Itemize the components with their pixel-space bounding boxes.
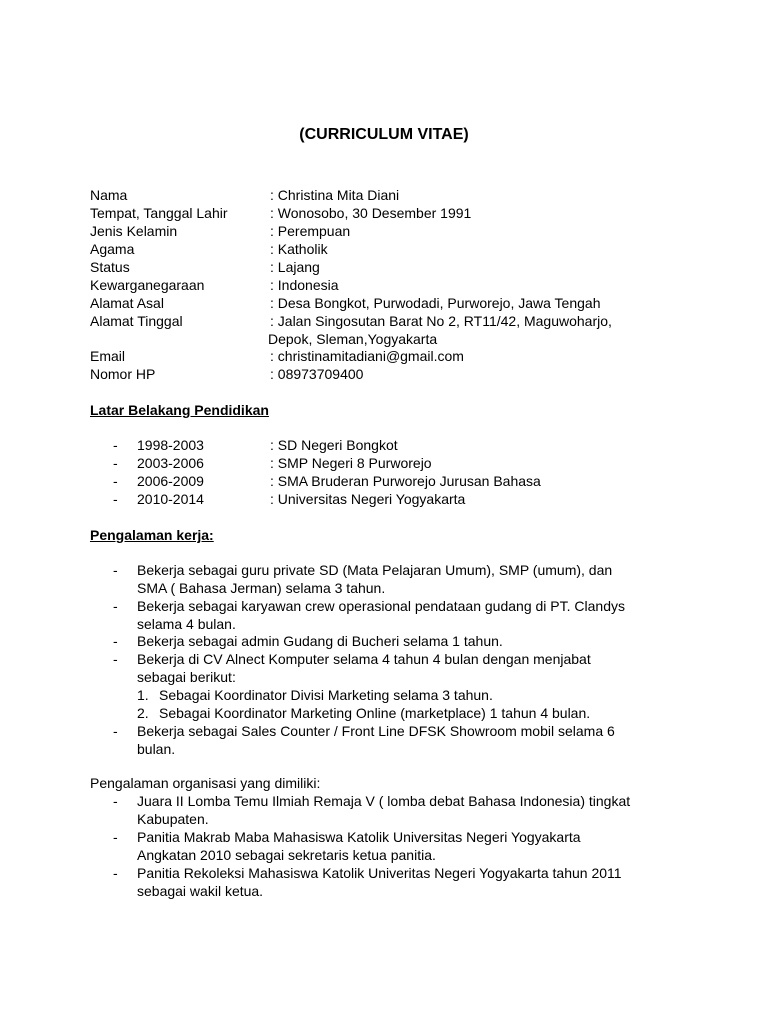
work-heading: Pengalaman kerja: [90,527,214,543]
work-text: Bekerja sebagai guru private SD (Mata Pelajaran Umum), SMP (umum), dan [137,562,613,578]
education-years: 2003-2006 [137,455,204,471]
field-label: Status [90,259,130,275]
field-value: : Katholik [270,241,328,257]
education-years: 2006-2009 [137,473,204,489]
work-text: Bekerja sebagai admin Gudang di Bucheri selama 1 tahun. [137,633,503,649]
field-value: Depok, Sleman,Yogyakarta [268,331,438,347]
field-label: Email [90,348,126,364]
bullet-dash: - [113,473,118,489]
field-value: : Jalan Singosutan Barat No 2, RT11/42, Maguwoharjo, [270,313,612,329]
org-text: Kabupaten. [137,811,209,827]
bullet-dash: - [113,651,118,667]
field-value: : Wonosobo, 30 Desember 1991 [270,205,472,221]
bullet-dash: - [113,829,118,845]
work-text: selama 4 bulan. [137,616,236,632]
subitem-number: 1. [137,687,149,703]
org-text: Panitia Makrab Maba Mahasiswa Katolik Universitas Negeri Yogyakarta [137,829,581,845]
field-value: : Lajang [270,259,320,275]
field-label: Agama [90,241,135,257]
work-text: sebagai berikut: [137,669,236,685]
bullet-dash: - [113,562,118,578]
field-label: Alamat Asal [90,295,164,311]
education-school: : SD Negeri Bongkot [270,437,398,453]
bullet-dash: - [113,437,118,453]
field-label: Tempat, Tanggal Lahir [90,205,228,221]
page-title: (CURRICULUM VITAE) [299,126,469,143]
bullet-dash: - [113,793,118,809]
org-heading: Pengalaman organisasi yang dimiliki: [90,775,321,791]
education-school: : SMP Negeri 8 Purworejo [270,455,432,471]
field-label: Jenis Kelamin [90,223,178,239]
bullet-dash: - [113,598,118,614]
work-text: Bekerja sebagai Sales Counter / Front Line DFSK Showroom mobil selama 6 [137,723,615,739]
education-years: 2010-2014 [137,491,204,507]
field-label: Nama [90,187,128,203]
org-text: Juara II Lomba Temu Ilmiah Remaja V ( lomba debat Bahasa Indonesia) tingkat [137,793,631,809]
education-school: : Universitas Negeri Yogyakarta [270,491,466,507]
field-value: : Christina Mita Diani [270,187,400,203]
subitem-text: Sebagai Koordinator Divisi Marketing selama 3 tahun. [159,687,493,703]
org-text: sebagai wakil ketua. [137,883,264,899]
field-value: : Desa Bongkot, Purwodadi, Purworejo, Jawa Tengah [270,295,601,311]
field-value: : christinamitadiani@gmail.com [270,348,464,364]
education-school: : SMA Bruderan Purworejo Jurusan Bahasa [270,473,541,489]
field-value: : Indonesia [270,277,339,293]
education-heading: Latar Belakang Pendidikan [90,402,269,418]
work-text: Bekerja di CV Alnect Komputer selama 4 tahun 4 bulan dengan menjabat [137,651,591,667]
bullet-dash: - [113,633,118,649]
field-value: : 08973709400 [270,366,364,382]
field-label: Alamat Tinggal [90,313,183,329]
field-label: Kewarganegaraan [90,277,205,293]
bullet-dash: - [113,865,118,881]
org-text: Panitia Rekoleksi Mahasiswa Katolik Univeritas Negeri Yogyakarta tahun 2011 [137,865,622,881]
field-value: : Perempuan [270,223,351,239]
work-text: SMA ( Bahasa Jerman) selama 3 tahun. [137,580,386,596]
education-years: 1998-2003 [137,437,204,453]
work-text: Bekerja sebagai karyawan crew operasional pendataan gudang di PT. Clandys [137,598,625,614]
org-text: Angkatan 2010 sebagai sekretaris ketua panitia. [137,847,436,863]
bullet-dash: - [113,491,118,507]
subitem-number: 2. [137,705,149,721]
bullet-dash: - [113,723,118,739]
work-text: bulan. [137,741,176,757]
subitem-text: Sebagai Koordinator Marketing Online (marketplace) 1 tahun 4 bulan. [159,705,591,721]
bullet-dash: - [113,455,118,471]
field-label: Nomor HP [90,366,156,382]
